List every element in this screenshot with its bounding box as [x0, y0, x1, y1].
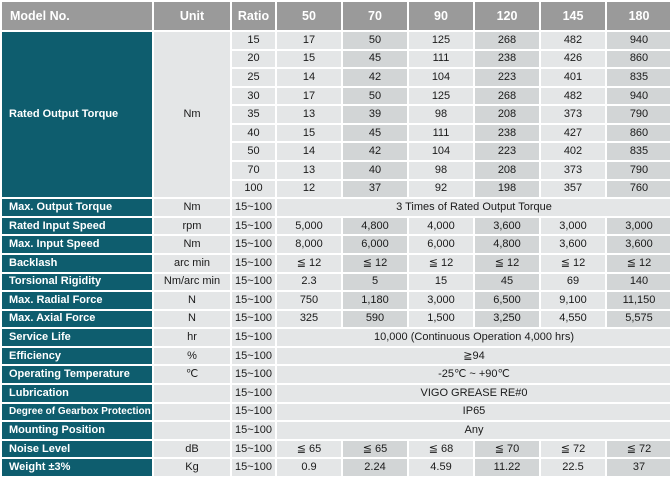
ratio-cell: 15~100 — [232, 292, 275, 309]
value-cell: 13 — [277, 162, 341, 179]
value-cell: 98 — [409, 106, 473, 123]
ratio-cell: 15~100 — [232, 199, 275, 216]
value-cell: 14 — [277, 143, 341, 160]
ratio-cell: 15~100 — [232, 218, 275, 235]
ratio-cell: 15~100 — [232, 422, 275, 439]
spec-label: Operating Temperature — [2, 366, 152, 383]
ratio-cell: 15~100 — [232, 385, 275, 402]
value-cell: 40 — [343, 162, 407, 179]
value-cell: 373 — [541, 162, 605, 179]
value-cell: 3,600 — [607, 236, 670, 253]
value-cell: ≦ 12 — [277, 255, 341, 272]
table-row — [2, 348, 670, 365]
value-cell: 208 — [475, 162, 539, 179]
value-cell: ≦ 68 — [409, 441, 473, 458]
value-cell: 42 — [343, 143, 407, 160]
value-cell: ≦ 12 — [541, 255, 605, 272]
value-cell: 12 — [277, 181, 341, 198]
value-cell: 17 — [277, 32, 341, 49]
merged-value-cell: 10,000 (Continuous Operation 4,000 hrs) — [277, 329, 670, 346]
table-row — [2, 385, 670, 402]
value-cell: 98 — [409, 162, 473, 179]
value-cell: 37 — [607, 459, 670, 476]
table-row — [2, 311, 670, 328]
value-cell: 3,000 — [409, 292, 473, 309]
table-row — [2, 459, 670, 476]
value-cell: 4,000 — [409, 218, 473, 235]
value-cell: 3,000 — [541, 218, 605, 235]
header-model-50: 50 — [277, 2, 341, 30]
table-row — [2, 441, 670, 458]
unit-cell: % — [154, 348, 230, 365]
value-cell: 5,000 — [277, 218, 341, 235]
ratio-cell: 50 — [232, 143, 275, 160]
spec-label: Max. Input Speed — [2, 236, 152, 253]
value-cell: 2.24 — [343, 459, 407, 476]
value-cell: 0.9 — [277, 459, 341, 476]
value-cell: 39 — [343, 106, 407, 123]
value-cell: 208 — [475, 106, 539, 123]
table-row — [2, 404, 670, 421]
ratio-cell: 15~100 — [232, 366, 275, 383]
value-cell: 8,000 — [277, 236, 341, 253]
header-unit: Unit — [154, 2, 230, 30]
value-cell: 14 — [277, 69, 341, 86]
spec-label: Max. Output Torque — [2, 199, 152, 216]
table-row — [2, 292, 670, 309]
value-cell: 13 — [277, 106, 341, 123]
merged-value-cell: 3 Times of Rated Output Torque — [277, 199, 670, 216]
table-row — [2, 366, 670, 383]
value-cell: 357 — [541, 181, 605, 198]
value-cell: 104 — [409, 143, 473, 160]
ratio-cell: 35 — [232, 106, 275, 123]
value-cell: 45 — [475, 274, 539, 291]
unit-cell: arc min — [154, 255, 230, 272]
ratio-cell: 15 — [232, 32, 275, 49]
value-cell: 9,100 — [541, 292, 605, 309]
unit-cell: rpm — [154, 218, 230, 235]
value-cell: 50 — [343, 32, 407, 49]
value-cell: 4.59 — [409, 459, 473, 476]
value-cell: 3,600 — [475, 218, 539, 235]
value-cell: 940 — [607, 88, 670, 105]
merged-value-cell: VIGO GREASE RE#0 — [277, 385, 670, 402]
value-cell: ≦ 70 — [475, 441, 539, 458]
value-cell: 50 — [343, 88, 407, 105]
value-cell: 111 — [409, 51, 473, 68]
value-cell: 238 — [475, 51, 539, 68]
value-cell: 268 — [475, 32, 539, 49]
value-cell: 92 — [409, 181, 473, 198]
value-cell: 15 — [277, 51, 341, 68]
table-row — [2, 274, 670, 291]
spec-label: Noise Level — [2, 441, 152, 458]
spec-label: Backlash — [2, 255, 152, 272]
unit-cell: N — [154, 311, 230, 328]
unit-cell — [154, 385, 230, 402]
ratio-cell: 15~100 — [232, 441, 275, 458]
value-cell: 11,150 — [607, 292, 670, 309]
spec-label: Lubrication — [2, 385, 152, 402]
value-cell: 426 — [541, 51, 605, 68]
value-cell: 104 — [409, 69, 473, 86]
value-cell: 482 — [541, 88, 605, 105]
value-cell: ≦ 65 — [277, 441, 341, 458]
value-cell: 223 — [475, 69, 539, 86]
spec-label: Efficiency — [2, 348, 152, 365]
spec-label: Rated Input Speed — [2, 218, 152, 235]
ratio-cell: 15~100 — [232, 311, 275, 328]
value-cell: 6,000 — [409, 236, 473, 253]
value-cell: ≦ 65 — [343, 441, 407, 458]
value-cell: 42 — [343, 69, 407, 86]
value-cell: 835 — [607, 69, 670, 86]
ratio-cell: 15~100 — [232, 404, 275, 421]
table-row — [2, 199, 670, 216]
value-cell: 590 — [343, 311, 407, 328]
value-cell: 860 — [607, 51, 670, 68]
spec-label: Torsional Rigidity — [2, 274, 152, 291]
unit-cell — [154, 404, 230, 421]
ratio-cell: 15~100 — [232, 459, 275, 476]
merged-value-cell: IP65 — [277, 404, 670, 421]
value-cell: 3,250 — [475, 311, 539, 328]
unit-cell: ℃ — [154, 366, 230, 383]
merged-value-cell: Any — [277, 422, 670, 439]
value-cell: 17 — [277, 88, 341, 105]
ratio-cell: 100 — [232, 181, 275, 198]
unit-cell: Nm — [154, 236, 230, 253]
value-cell: 15 — [277, 125, 341, 142]
header-model-90: 90 — [409, 2, 473, 30]
value-cell: 238 — [475, 125, 539, 142]
value-cell: 835 — [607, 143, 670, 160]
ratio-cell: 40 — [232, 125, 275, 142]
value-cell: ≦ 12 — [475, 255, 539, 272]
value-cell: 940 — [607, 32, 670, 49]
unit-cell: Nm — [154, 199, 230, 216]
value-cell: 4,800 — [343, 218, 407, 235]
unit-cell: Nm/arc min — [154, 274, 230, 291]
value-cell: 6,000 — [343, 236, 407, 253]
table-row — [2, 422, 670, 439]
value-cell: 125 — [409, 32, 473, 49]
value-cell: 5 — [343, 274, 407, 291]
value-cell: ≦ 12 — [343, 255, 407, 272]
value-cell: 198 — [475, 181, 539, 198]
value-cell: 1,180 — [343, 292, 407, 309]
ratio-cell: 15~100 — [232, 348, 275, 365]
value-cell: 4,800 — [475, 236, 539, 253]
value-cell: 6,500 — [475, 292, 539, 309]
spec-label: Degree of Gearbox Protection — [2, 404, 152, 421]
value-cell: 2.3 — [277, 274, 341, 291]
spec-label: Service Life — [2, 329, 152, 346]
value-cell: 401 — [541, 69, 605, 86]
value-cell: 69 — [541, 274, 605, 291]
value-cell: 22.5 — [541, 459, 605, 476]
value-cell: ≦ 72 — [541, 441, 605, 458]
unit-cell: dB — [154, 441, 230, 458]
table-row — [2, 218, 670, 235]
ratio-cell: 25 — [232, 69, 275, 86]
value-cell: 11.22 — [475, 459, 539, 476]
unit-cell: N — [154, 292, 230, 309]
unit-cell: hr — [154, 329, 230, 346]
header-model-145: 145 — [541, 2, 605, 30]
value-cell: ≦ 12 — [607, 255, 670, 272]
value-cell: 45 — [343, 125, 407, 142]
value-cell: ≦ 72 — [607, 441, 670, 458]
ratio-cell: 20 — [232, 51, 275, 68]
ratio-cell: 15~100 — [232, 274, 275, 291]
value-cell: 790 — [607, 106, 670, 123]
merged-value-cell: -25℃ ~ +90℃ — [277, 366, 670, 383]
header-model-no: Model No. — [2, 2, 152, 30]
ratio-cell: 15~100 — [232, 329, 275, 346]
value-cell: 37 — [343, 181, 407, 198]
value-cell: 482 — [541, 32, 605, 49]
unit-cell — [154, 422, 230, 439]
value-cell: 140 — [607, 274, 670, 291]
header-ratio: Ratio — [232, 2, 275, 30]
value-cell: 3,600 — [541, 236, 605, 253]
table-row — [2, 329, 670, 346]
value-cell: 760 — [607, 181, 670, 198]
unit-cell: Kg — [154, 459, 230, 476]
spec-label: Mounting Position — [2, 422, 152, 439]
spec-label: Max. Radial Force — [2, 292, 152, 309]
value-cell: ≦ 12 — [409, 255, 473, 272]
value-cell: 860 — [607, 125, 670, 142]
merged-value-cell: ≧94 — [277, 348, 670, 365]
value-cell: 125 — [409, 88, 473, 105]
header-model-70: 70 — [343, 2, 407, 30]
ratio-cell: 30 — [232, 88, 275, 105]
header-model-120: 120 — [475, 2, 539, 30]
value-cell: 15 — [409, 274, 473, 291]
table-row — [2, 255, 670, 272]
value-cell: 268 — [475, 88, 539, 105]
value-cell: 3,000 — [607, 218, 670, 235]
value-cell: 223 — [475, 143, 539, 160]
value-cell: 427 — [541, 125, 605, 142]
value-cell: 1,500 — [409, 311, 473, 328]
ratio-cell: 70 — [232, 162, 275, 179]
rated-output-torque-unit: Nm — [154, 32, 230, 197]
ratio-cell: 15~100 — [232, 236, 275, 253]
value-cell: 790 — [607, 162, 670, 179]
value-cell: 325 — [277, 311, 341, 328]
spec-label: Max. Axial Force — [2, 311, 152, 328]
table-row — [2, 32, 670, 49]
value-cell: 4,550 — [541, 311, 605, 328]
value-cell: 373 — [541, 106, 605, 123]
value-cell: 45 — [343, 51, 407, 68]
ratio-cell: 15~100 — [232, 255, 275, 272]
rated-output-torque-label: Rated Output Torque — [2, 32, 152, 197]
header-model-180: 180 — [607, 2, 670, 30]
value-cell: 111 — [409, 125, 473, 142]
table-row — [2, 236, 670, 253]
header-row — [2, 2, 670, 30]
value-cell: 402 — [541, 143, 605, 160]
spec-label: Weight ±3% — [2, 459, 152, 476]
value-cell: 5,575 — [607, 311, 670, 328]
value-cell: 750 — [277, 292, 341, 309]
